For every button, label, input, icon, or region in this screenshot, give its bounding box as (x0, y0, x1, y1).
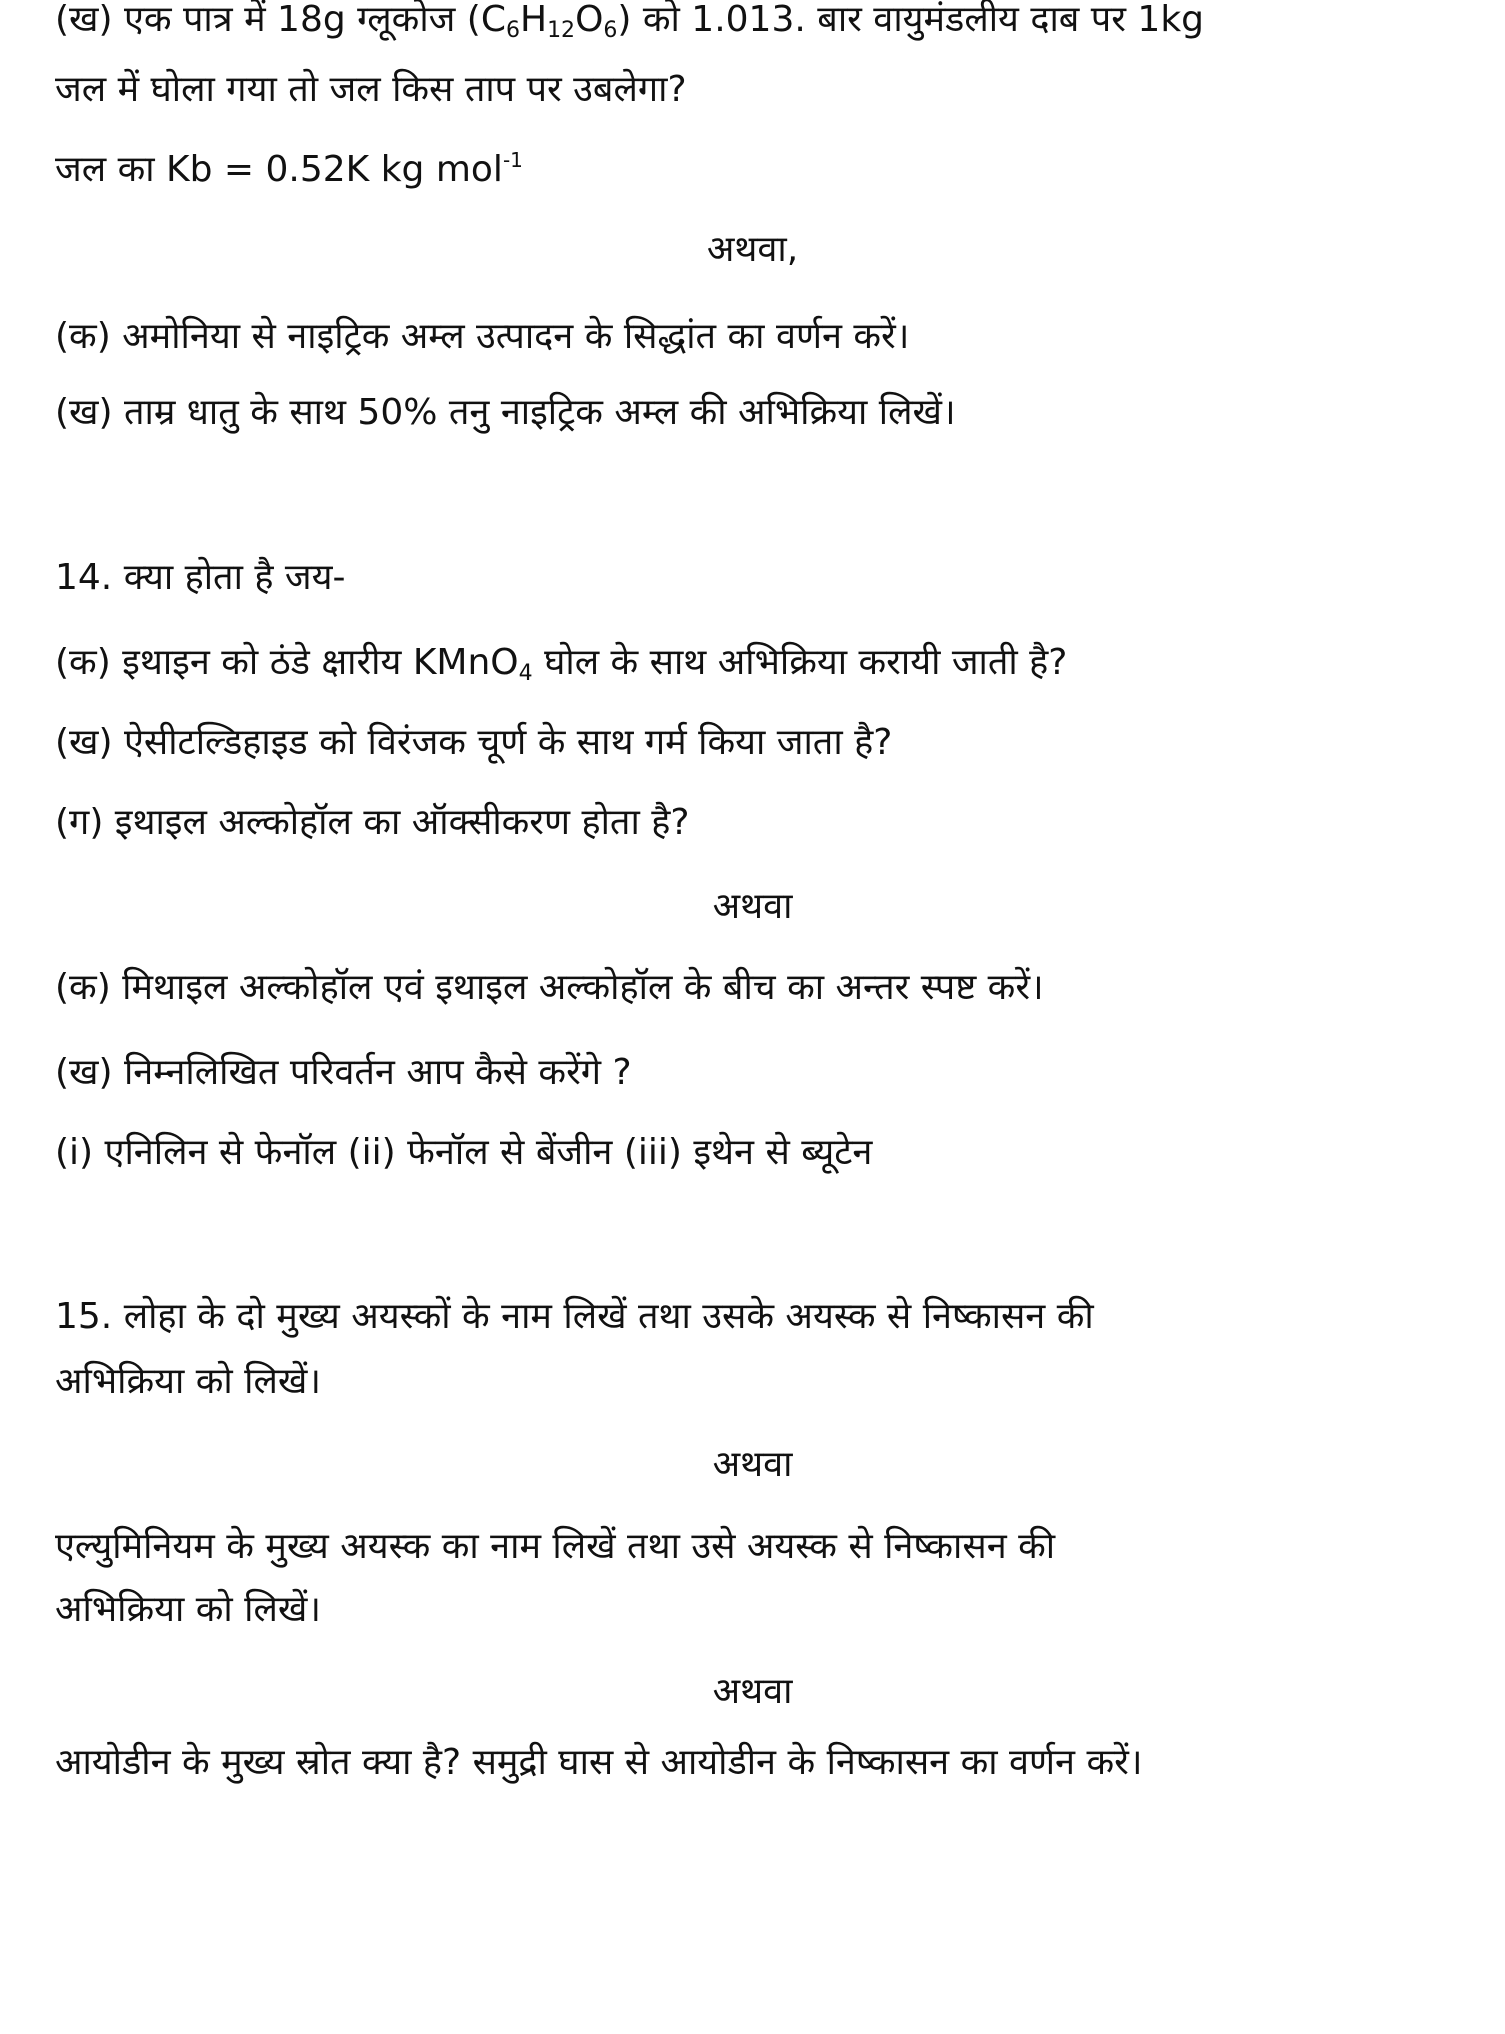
alt14-option-b: (ख) निम्नलिखित परिवर्तन आप कैसे करेंगे ? (55, 1052, 632, 1093)
or-divider-4: अथवा (712, 1671, 793, 1712)
question-13b-line-3 (55, 146, 523, 194)
subscript: 6 (603, 18, 618, 43)
alt15a-line-1: एल्युमिनियम के मुख्य अयस्क का नाम लिखें तथा उसे अयस्क से निष्कासन की (55, 1526, 1056, 1567)
subscript: 12 (547, 18, 576, 43)
alt14-conversions: (i) एनिलिन से फेनॉल (ii) फेनॉल से बेंजीन (iii) इथेन से ब्यूटेन (55, 1132, 873, 1173)
q13b-text: ) को 1.013. बार वायुमंडलीय दाब पर 1kg (617, 0, 1205, 40)
question-15-line-1: 15. लोहा के दो मुख्य अयस्कों के नाम लिखें तथा उसके अयस्क से निष्कासन की (55, 1296, 1094, 1337)
or-divider-1: अथवा, (706, 229, 799, 270)
alt13-option-b: (ख) ताम्र धातु के साथ 50% तनु नाइट्रिक अम्ल की अभिक्रिया लिखें। (55, 392, 956, 433)
superscript: -1 (502, 148, 523, 172)
q13b-text: O (575, 0, 604, 40)
or-divider-2: अथवा (712, 886, 793, 927)
question-13b-line-1 (55, 0, 1204, 44)
question-14-title: 14. क्या होता है जय- (55, 557, 346, 598)
alt13-option-a: (क) अमोनिया से नाइट्रिक अम्ल उत्पादन के सिद्धांत का वर्णन करें। (55, 316, 910, 357)
or-divider-3: अथवा (712, 1444, 793, 1485)
subscript: 6 (505, 18, 520, 43)
question-15-line-2: अभिक्रिया को लिखें। (55, 1361, 321, 1402)
alt15a-line-2: अभिक्रिया को लिखें। (55, 1589, 321, 1630)
q14a-text: (क) इथाइन को ठंडे क्षारीय KMnO (55, 642, 519, 683)
question-14-option-c: (ग) इथाइल अल्कोहॉल का ऑक्सीकरण होता है? (55, 802, 690, 843)
subscript: 4 (518, 661, 533, 686)
question-14-option-a (55, 639, 1067, 687)
question-14-option-b: (ख) ऐसीटल्डिहाइड को विरंजक चूर्ण के साथ गर्म किया जाता है? (55, 722, 893, 763)
q14a-text: घोल के साथ अभिक्रिया करायी जाती है? (532, 642, 1068, 683)
question-13b-line-2: जल में घोला गया तो जल किस ताप पर उबलेगा? (55, 69, 687, 110)
q13b-text: H (519, 0, 548, 40)
kb-value: जल का Kb = 0.52K kg mol (55, 149, 503, 190)
q13b-text: (ख) एक पात्र में 18g ग्लूकोज (C (55, 0, 506, 40)
alt15b-line-1: आयोडीन के मुख्य स्रोत क्या है? समुद्री घास से आयोडीन के निष्कासन का वर्णन करें। (55, 1742, 1143, 1783)
alt14-option-a: (क) मिथाइल अल्कोहॉल एवं इथाइल अल्कोहॉल के बीच का अन्तर स्पष्ट करें। (55, 967, 1044, 1008)
